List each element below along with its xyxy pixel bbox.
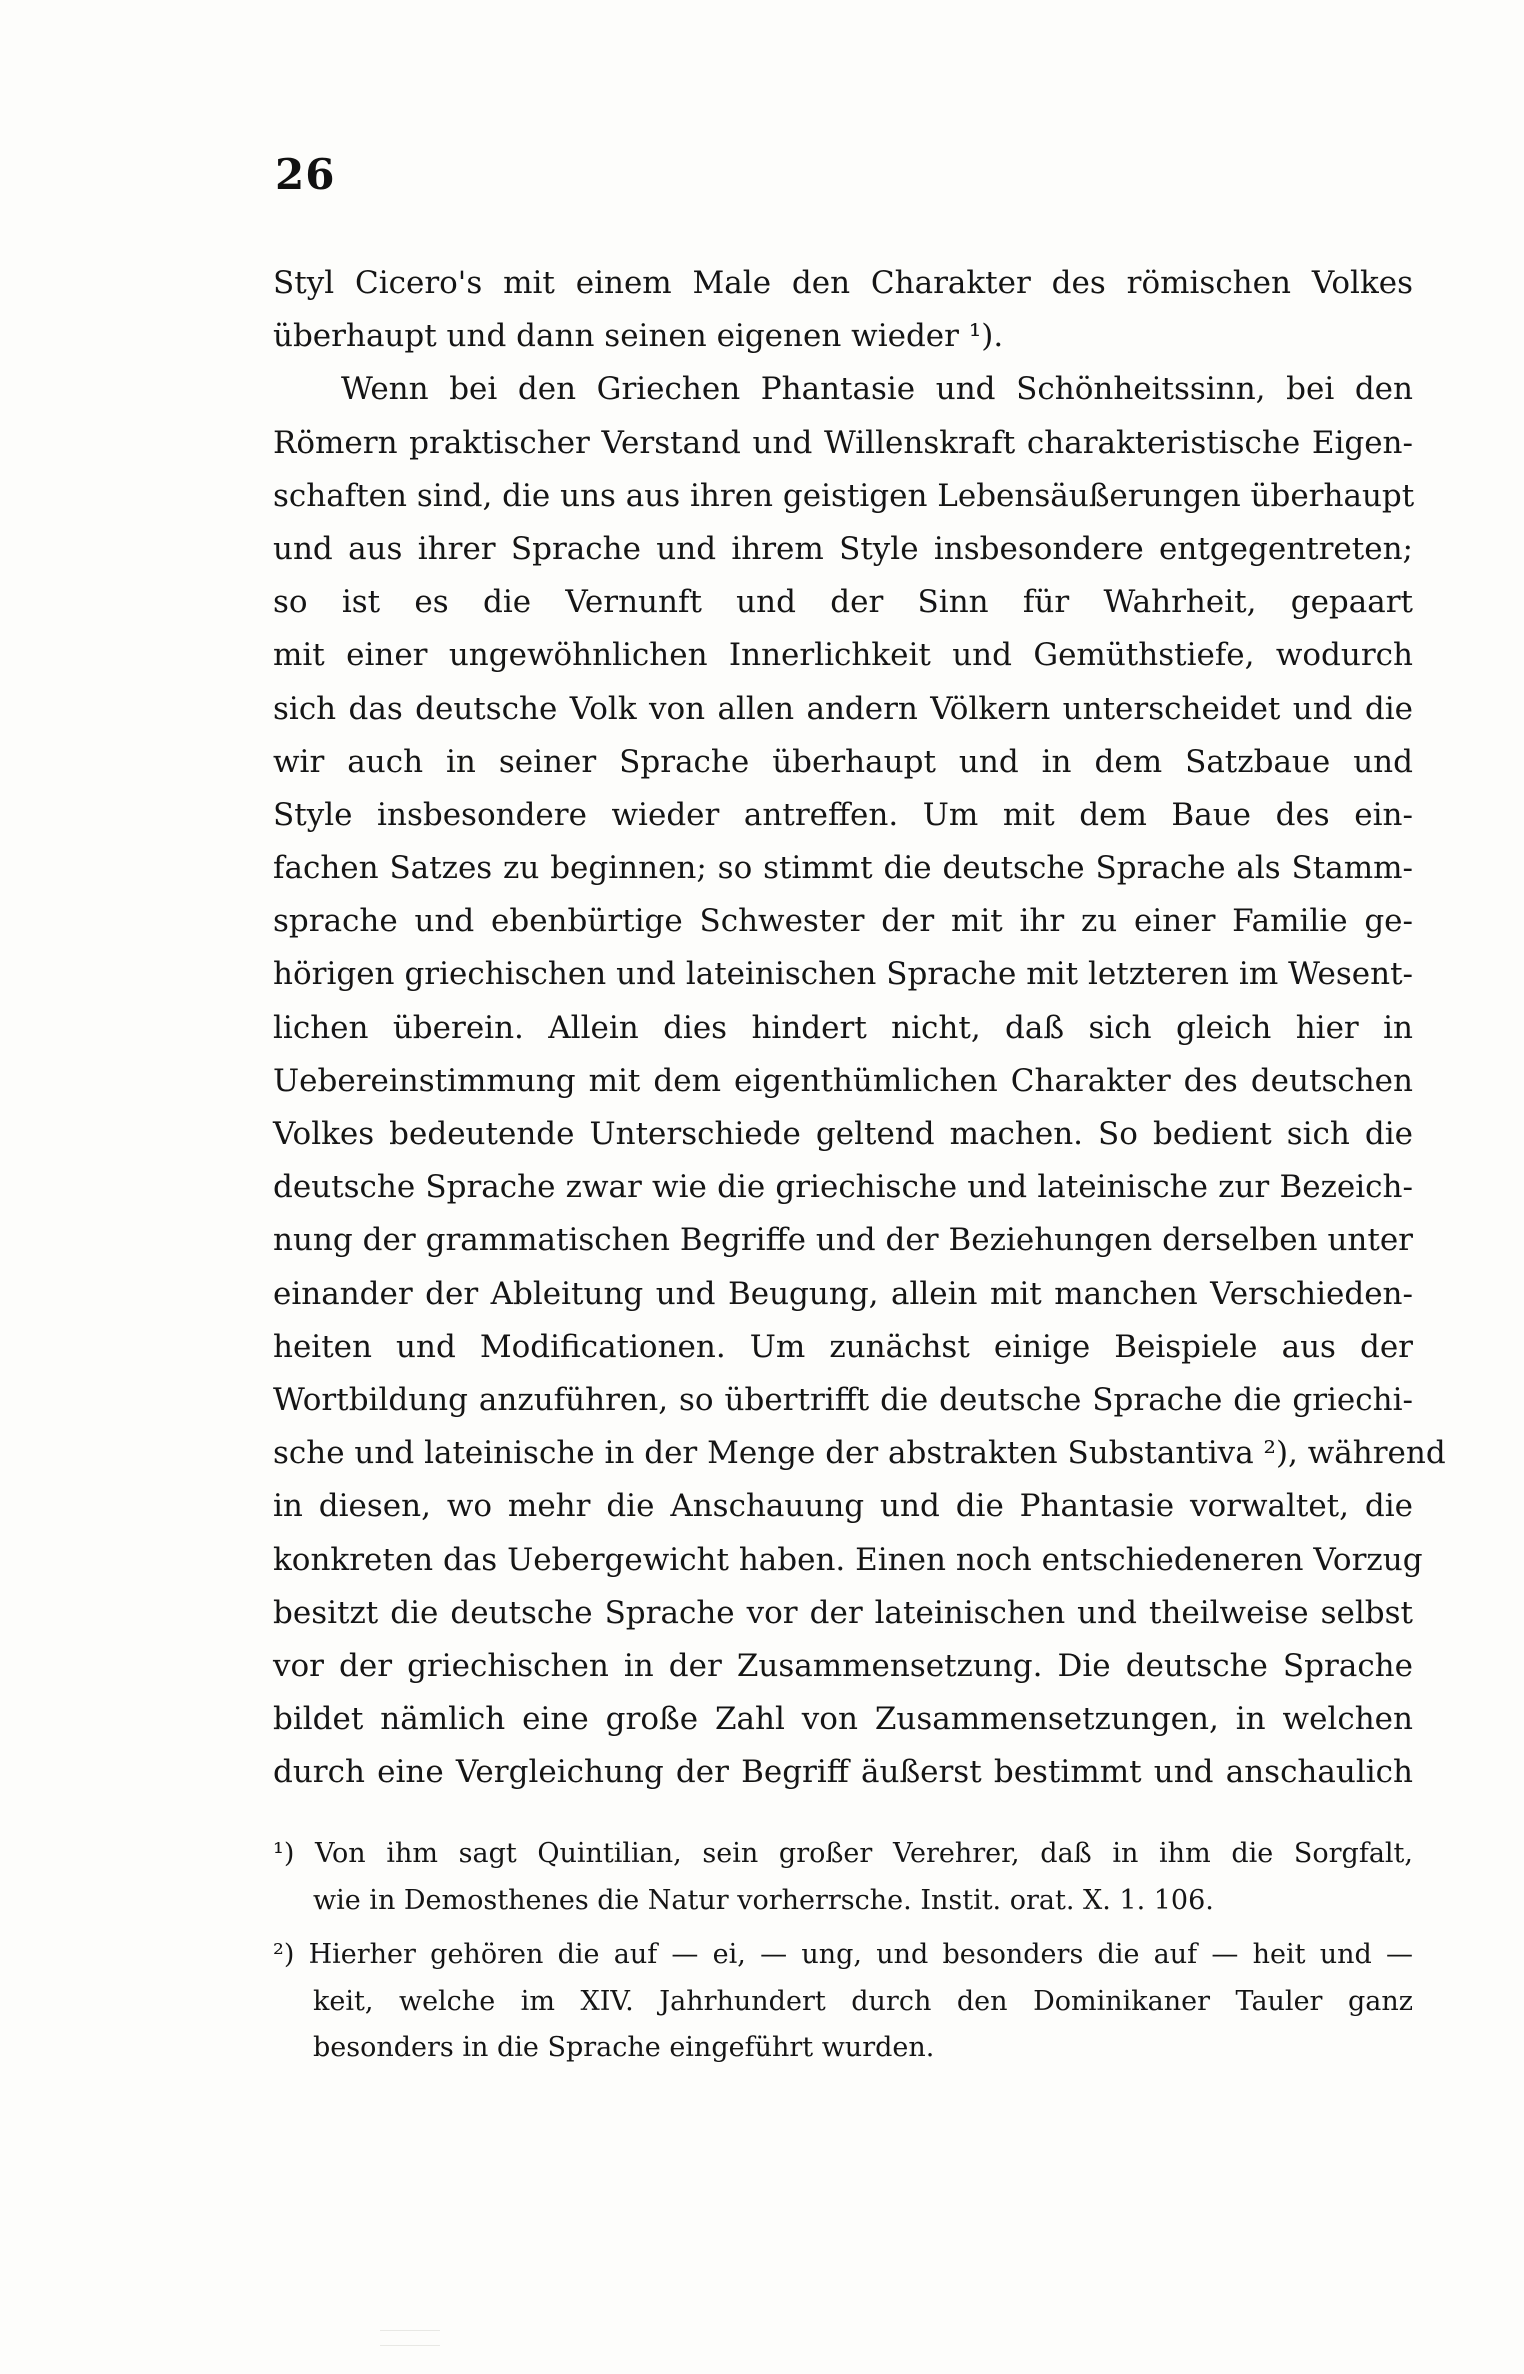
text-line: wir auch in seiner Sprache überhaupt und in dem Satzbaue und (273, 743, 1413, 780)
body-text (273, 257, 1446, 1799)
text-line: sich das deutsche Volk von allen andern Völkern unterscheidet und die (273, 690, 1413, 727)
footnotes (273, 1831, 1413, 2072)
text-line: in diesen, wo mehr die Anschauung und die Phantasie vorwaltet, die (273, 1488, 1413, 1525)
text-line: sprache und ebenbürtige Schwester der mit ihr zu einer Familie ge- (273, 903, 1413, 940)
text-line: durch eine Vergleichung der Begriff äußerst bestimmt und anschaulich (273, 1754, 1413, 1791)
text-line: Wenn bei den Griechen Phantasie und Schönheitssinn, bei den (341, 371, 1413, 408)
text-line: nung der grammatischen Begriffe und der Beziehungen derselben unter (273, 1222, 1413, 1259)
text-line: Style insbesondere wieder antreffen. Um mit dem Baue des ein- (273, 796, 1413, 833)
page-number: 26 (275, 150, 336, 199)
text-line: fachen Satzes zu beginnen; so stimmt die deutsche Sprache als Stamm- (273, 850, 1413, 887)
footnote-line: wie in Demosthenes die Natur vorherrsche. Instit. orat. X. 1. 106. (313, 1884, 1214, 1916)
text-line: und aus ihrer Sprache und ihrem Style insbesondere entgegentreten; (273, 530, 1413, 567)
text-line: Volkes bedeutende Unterschiede geltend machen. So bedient sich die (273, 1116, 1413, 1152)
text-line: besitzt die deutsche Sprache vor der lateinischen und theilweise selbst (273, 1594, 1413, 1631)
footnote-line: keit, welche im XIV. Jahrhundert durch den Dominikaner Tauler ganz (313, 1985, 1413, 2017)
footnote-line: ²) Hierher gehören die auf — ei, — ung, und besonders die auf — heit und — (273, 1939, 1413, 1970)
text-line: so ist es die Vernunft und der Sinn für Wahrheit, gepaart (273, 584, 1413, 621)
text-line: mit einer ungewöhnlichen Innerlichkeit und Gemüthstiefe, wodurch (273, 637, 1413, 674)
text-line: hörigen griechischen und lateinischen Sprache mit letzteren im Wesent- (273, 956, 1413, 993)
text-line: Styl Cicero's mit einem Male den Charakter des römischen Volkes (273, 265, 1413, 301)
text-line: vor der griechischen in der Zusammensetzung. Die deutsche Sprache (273, 1647, 1413, 1684)
text-line: deutsche Sprache zwar wie die griechische und lateinische zur Bezeich- (273, 1169, 1413, 1206)
text-line: Römern praktischer Verstand und Willenskraft charakteristische Eigen- (273, 424, 1413, 461)
footnote-1 (273, 1831, 1413, 1924)
text-line: Uebereinstimmung mit dem eigenthümlichen Charakter des deutschen (273, 1062, 1413, 1099)
text-line: lichen überein. Allein dies hindert nicht, daß sich gleich hier in (273, 1009, 1413, 1046)
footnote-line: ¹) Von ihm sagt Quintilian, sein großer Verehrer, daß in ihm die Sorgfalt, (273, 1838, 1413, 1869)
text-line: überhaupt und dann seinen eigenen wieder ¹). (273, 318, 1004, 355)
text-line: konkreten das Uebergewicht haben. Einen noch entschiedeneren Vorzug (273, 1541, 1423, 1578)
text-line: Wortbildung anzuführen, so übertrifft die deutsche Sprache die griechi- (273, 1381, 1413, 1418)
text-line: bildet nämlich eine große Zahl von Zusammensetzungen, in welchen (273, 1701, 1413, 1738)
text-line: schaften sind, die uns aus ihren geistigen Lebensäußerungen überhaupt (273, 477, 1415, 514)
text-line: einander der Ableitung und Beugung, allein mit manchen Verschieden- (273, 1275, 1413, 1312)
footnote-line: besonders in die Sprache eingeführt wurden. (313, 2032, 935, 2063)
text-line: sche und lateinische in der Menge der abstrakten Substantiva ²), während (273, 1435, 1446, 1472)
page-footer-mark (380, 2330, 440, 2346)
footnote-2 (273, 1932, 1413, 2072)
text-line: heiten und Modificationen. Um zunächst einige Beispiele aus der (273, 1328, 1413, 1365)
